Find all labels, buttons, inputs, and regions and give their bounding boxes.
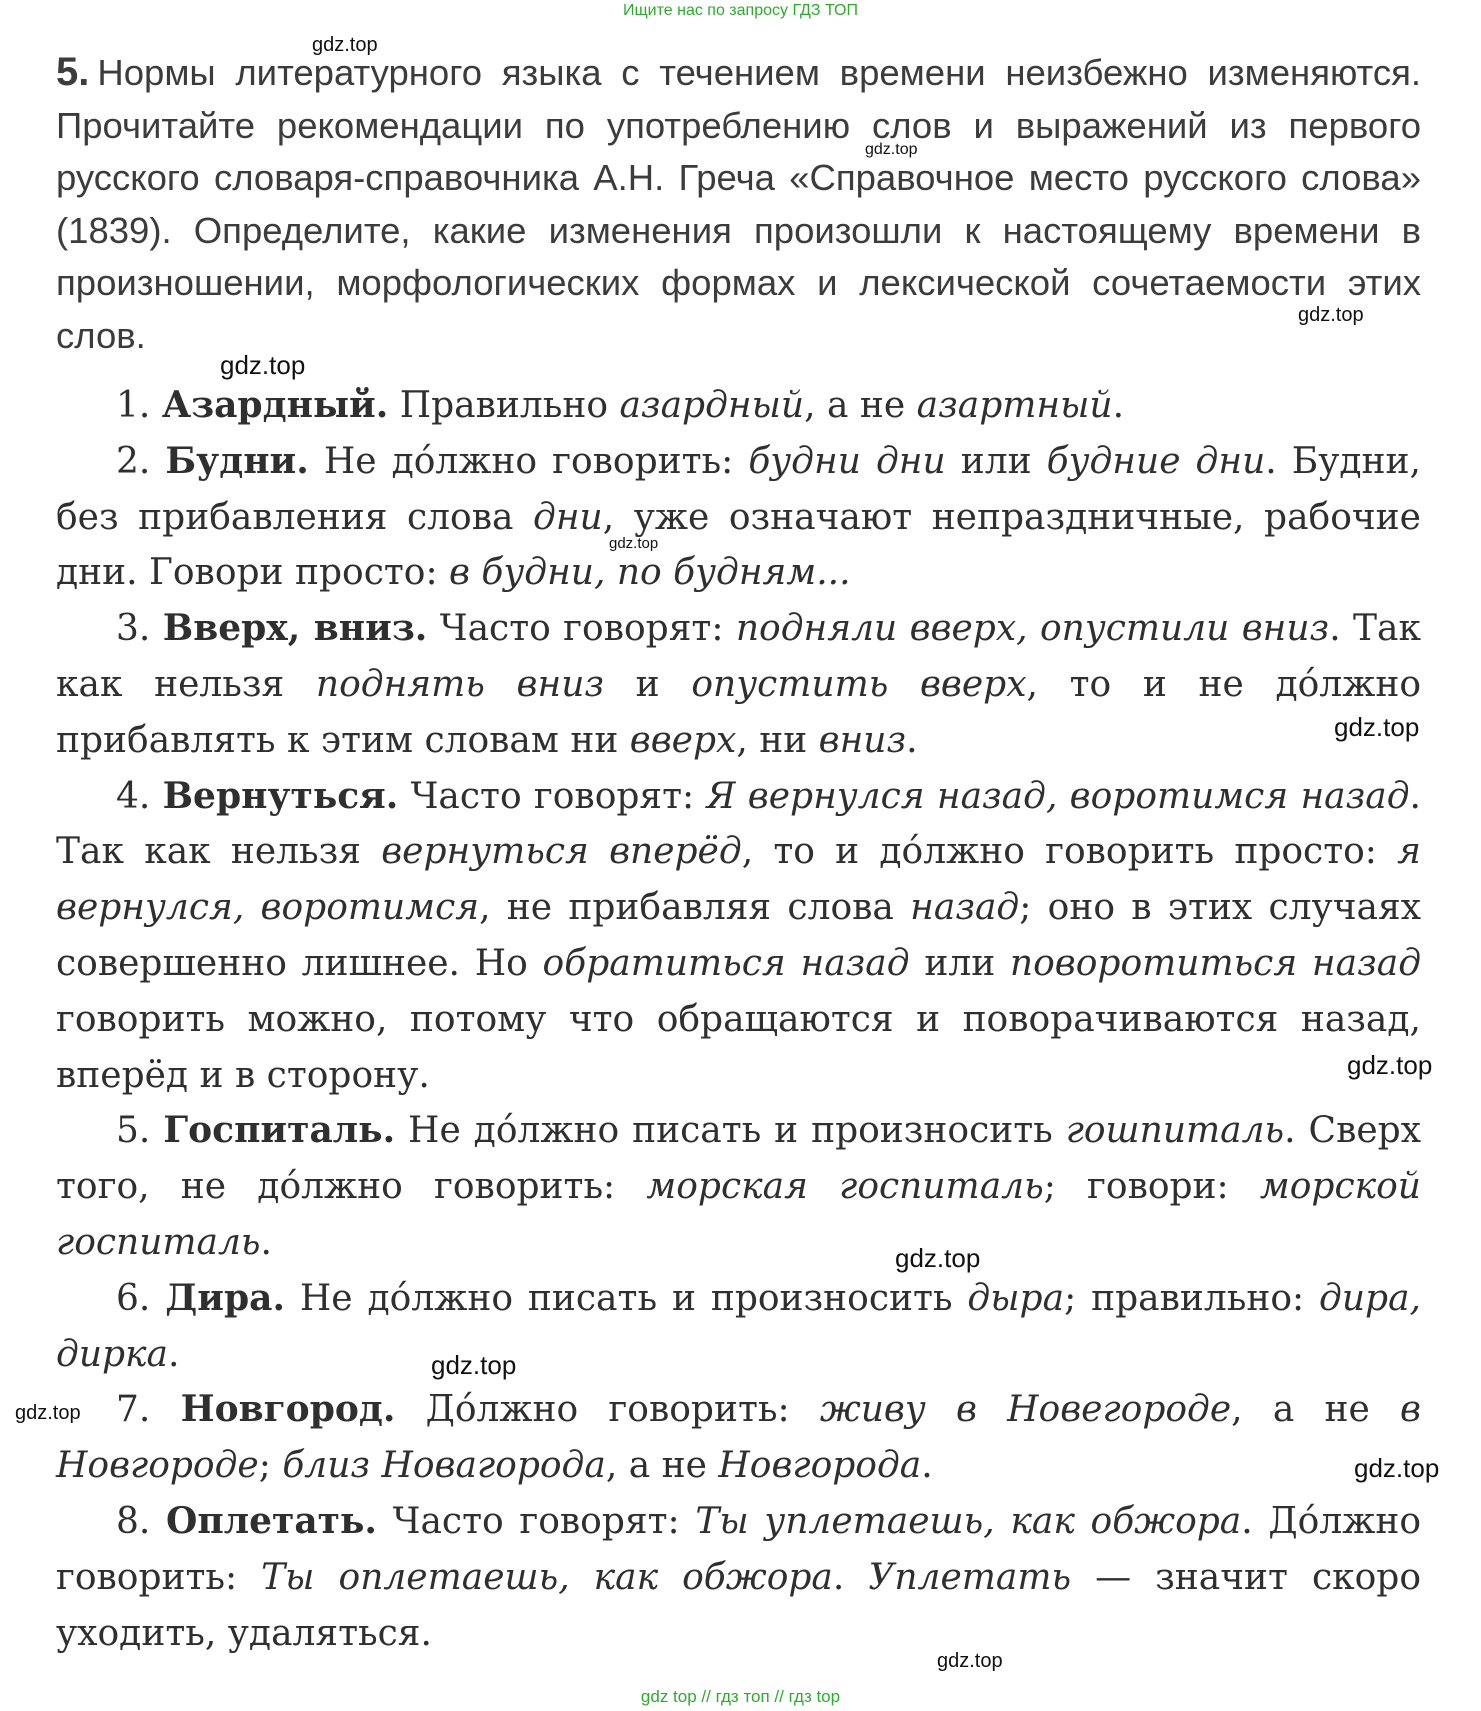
entry-text: . Так как нельзя — [56, 608, 1421, 705]
entry-headword: Новгород. — [180, 1388, 396, 1431]
watermark: gdz.top — [895, 1243, 981, 1273]
entry-example: поднять вниз — [315, 663, 605, 705]
entry-example: дни — [533, 496, 603, 538]
entry-example: дыра — [967, 1277, 1065, 1319]
entry-text: ; — [258, 1445, 283, 1487]
entry-text: ; говори: — [1043, 1166, 1260, 1208]
entry-headword: Азардный. — [161, 384, 389, 426]
entry-example: вниз — [818, 719, 907, 761]
entry-example: Ты оплетаешь, как обжора — [261, 1556, 833, 1598]
watermark: gdz.top — [1347, 1050, 1433, 1080]
entry-text: — значит скоро уходить, удаляться. — [56, 1556, 1421, 1654]
task-number: 5. — [56, 50, 90, 94]
entry-headword: Вернуться. — [162, 774, 399, 817]
entry-text: Часто говорят: — [376, 1500, 696, 1542]
entry-number: 1. — [116, 385, 151, 426]
entry-4 — [56, 769, 1421, 1104]
entry-headword: Госпиталь. — [163, 1109, 396, 1152]
entry-text: . — [921, 1445, 933, 1487]
entry-example: будни дни — [748, 440, 946, 482]
entry-headword: Вверх, вниз. — [162, 607, 428, 650]
watermark: gdz.top — [609, 535, 659, 552]
watermark: gdz.top — [865, 141, 918, 158]
entry-text: Не до́лжно писать и произносить — [395, 1110, 1066, 1152]
watermark: gdz.top — [1334, 712, 1420, 742]
top-banner[interactable]: Ищите нас по запросу ГДЗ ТОП — [623, 2, 858, 19]
entry-example: морская госпиталь — [646, 1166, 1044, 1208]
entry-text: , не прибавляя слова — [479, 887, 911, 929]
task-text: Нормы литературного языка с течением времени неизбежно изменяются. Прочитайте рекомендации по употреблению слов и выражений из первого русского словаря-справочника А.Н. Греча «Справочное место русского слова» (1839). Определите, какие изменения произошли к настоящему времени в произношении, морфологических формах и лексической сочетаемости этих слов. — [56, 52, 1421, 356]
entry-1 — [56, 378, 1421, 434]
entry-example: назад — [910, 887, 1020, 929]
watermark: gdz.top — [15, 1402, 81, 1424]
entry-text: или — [945, 440, 1047, 482]
entry-example: Я вернулся назад, воротимся назад — [706, 775, 1410, 817]
entry-text: , ни — [736, 719, 819, 761]
entry-headword: Оплетать. — [166, 1499, 377, 1542]
entry-text: Часто говорят: — [427, 608, 736, 650]
entry-number: 8. — [116, 1500, 151, 1542]
entry-example: Новгорода — [718, 1445, 922, 1487]
watermark: gdz.top — [220, 350, 306, 380]
entry-example: будние дни — [1046, 440, 1266, 482]
entry-text: . Так как нельзя — [56, 775, 1421, 873]
entry-text: Не до́лжно говорить: — [308, 440, 749, 482]
entry-7 — [56, 1382, 1421, 1494]
entry-example: близ Новагорода — [282, 1445, 606, 1487]
entry-2 — [56, 434, 1421, 601]
entry-text: . — [1112, 385, 1125, 426]
entry-text: или — [909, 942, 1010, 984]
entry-text: и — [604, 663, 692, 705]
entry-example: дира, дирка — [56, 1277, 1421, 1375]
entry-example: вверх — [629, 719, 737, 761]
entry-text: , а не — [605, 1445, 719, 1487]
entry-text: , а не — [804, 385, 917, 426]
entry-example: азартный — [916, 385, 1113, 426]
entry-example: поворотиться назад — [1009, 942, 1422, 984]
entry-text: . — [168, 1333, 180, 1375]
entry-example: Уплетать — [868, 1556, 1072, 1598]
entry-text: До́лжно говорить: — [395, 1389, 820, 1431]
task-statement — [56, 46, 1421, 362]
entry-text: . Сверх того, не до́лжно говорить: — [56, 1110, 1421, 1208]
entry-example: подняли вверх, опустили вниз — [735, 608, 1330, 650]
entry-text: ; правильно: — [1064, 1277, 1320, 1319]
entry-text: . — [906, 719, 918, 761]
entry-text: Правильно — [388, 385, 620, 426]
watermark: gdz.top — [431, 1350, 517, 1380]
entry-text: , уже означают непраздничные, рабочие дни. Говори просто: — [56, 496, 1421, 594]
entry-text: . — [832, 1556, 869, 1598]
entry-example: опустить вверх — [691, 663, 1027, 705]
watermark: gdz.top — [1354, 1453, 1440, 1483]
entry-number: 6. — [116, 1277, 151, 1319]
entry-number: 3. — [116, 608, 151, 650]
watermark: gdz.top — [1298, 304, 1364, 326]
entry-number: 7. — [116, 1389, 151, 1431]
entry-6 — [56, 1271, 1421, 1383]
entry-number: 5. — [116, 1110, 151, 1152]
entry-text: , то и до́лжно говорить просто: — [741, 831, 1398, 873]
entry-example: я вернулся, воротимся — [56, 831, 1421, 929]
entry-example: вернуться вперёд — [381, 831, 742, 873]
entry-text: . До́лжно говорить: — [56, 1500, 1421, 1598]
entry-example: морской госпиталь — [56, 1166, 1421, 1263]
watermark: gdz.top — [937, 1650, 1003, 1672]
entry-text: , то и не до́лжно прибавлять к этим словам ни — [56, 663, 1421, 761]
entry-5 — [56, 1103, 1421, 1270]
entry-text: , а не — [1231, 1389, 1401, 1431]
entry-number: 2. — [116, 440, 151, 482]
entry-example: в будни, по будням... — [449, 552, 851, 594]
watermark: gdz.top — [312, 34, 378, 56]
entry-headword: Будни. — [165, 439, 309, 482]
entry-text: ; оно в этих случаях совершенно лишнее. Но — [56, 887, 1421, 984]
entry-example: живу в Новегороде — [819, 1389, 1232, 1431]
entry-example: азардный — [619, 385, 805, 426]
entry-headword: Дира. — [165, 1276, 286, 1319]
entry-text: Часто говорят: — [398, 775, 707, 817]
entry-example: гошпиталь — [1065, 1110, 1285, 1152]
entry-number: 4. — [116, 775, 151, 817]
entry-text: . — [260, 1221, 272, 1263]
entry-3 — [56, 601, 1421, 768]
entry-8 — [56, 1494, 1421, 1661]
dictionary-entries — [56, 378, 1421, 1661]
entry-example: Ты уплетаешь, как обжора — [695, 1500, 1242, 1542]
entry-text: Не до́лжно писать и произносить — [285, 1277, 968, 1319]
entry-text: . Будни, без прибавления слова — [56, 440, 1421, 538]
bottom-banner[interactable]: gdz top // гдз топ // гдз top — [640, 1687, 841, 1706]
entry-example: обратиться назад — [542, 942, 910, 984]
entry-text: говорить можно, потому что обращаются и поворачиваются назад, вперёд и в сторону. — [56, 998, 1421, 1096]
entry-example: в Новгороде — [56, 1389, 1421, 1487]
